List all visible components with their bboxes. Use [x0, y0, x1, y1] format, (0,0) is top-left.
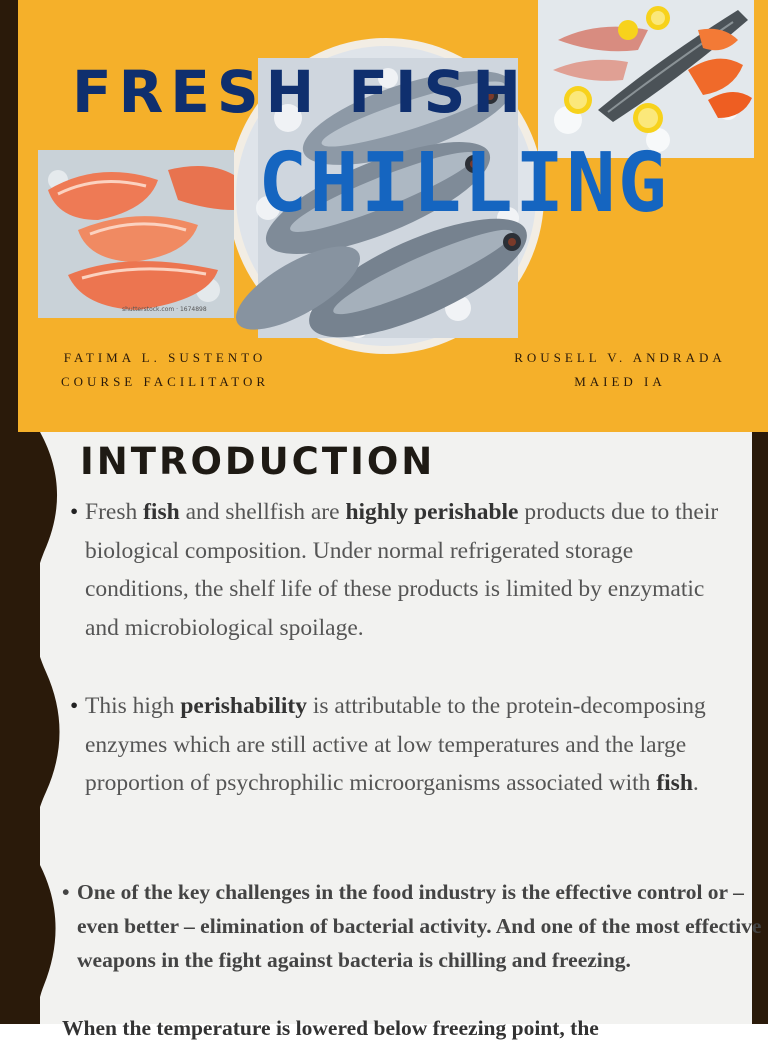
wavy-border: [0, 865, 70, 1024]
facilitator-role: COURSE FACILITATOR: [60, 374, 270, 389]
photo-sturgeon-lemons: [538, 0, 754, 158]
cutoff-text-line: When the temperature is lowered below freezing point, the: [62, 1016, 599, 1040]
bullet-text: One of the key challenges in the food industry is the effective control or – even better – elimination of bacterial activity. And one of the most effective weapons in the fight against bacteria is chilling and freezing.: [77, 880, 762, 972]
photo-salmon-steaks: [38, 150, 234, 318]
introduction-slide: [0, 432, 768, 865]
author-role: MAIED IA: [574, 374, 666, 389]
bullet-text: This high perishability is attributable to the protein-decomposing enzymes which are still active at low temperatures and the large proportion of psychrophilic microorganisms associated with fish.: [85, 693, 706, 796]
bullet-marker: •: [62, 880, 70, 904]
bacteria-control-slide: [0, 865, 768, 1040]
bullet-text: Fresh fish and shellfish are highly perishable products due to their biological composition. Under normal refrigerated storage conditions, the shelf life of these products is limited by enzymatic and microbiological spoilage.: [85, 499, 719, 641]
left-accent-bar: [0, 0, 18, 432]
section-heading: INTRODUCTION: [80, 440, 436, 483]
bullet-marker: •: [70, 499, 79, 525]
bullet-marker: •: [70, 693, 79, 719]
author-name: ROUSELL V. ANDRADA: [514, 350, 726, 365]
bullet-item-3: [62, 875, 762, 977]
bullet-item-1: [70, 493, 740, 647]
bullet-item-2: [70, 687, 740, 803]
photo-credit: shutterstock.com · 1674898: [122, 306, 207, 313]
facilitator-name: FATIMA L. SUSTENTO: [63, 350, 267, 365]
title-slide: [0, 0, 768, 432]
title-line-2: CHILLING: [258, 136, 669, 231]
wavy-border: [0, 432, 70, 865]
title-line-1: FRESH FISH: [72, 58, 528, 126]
